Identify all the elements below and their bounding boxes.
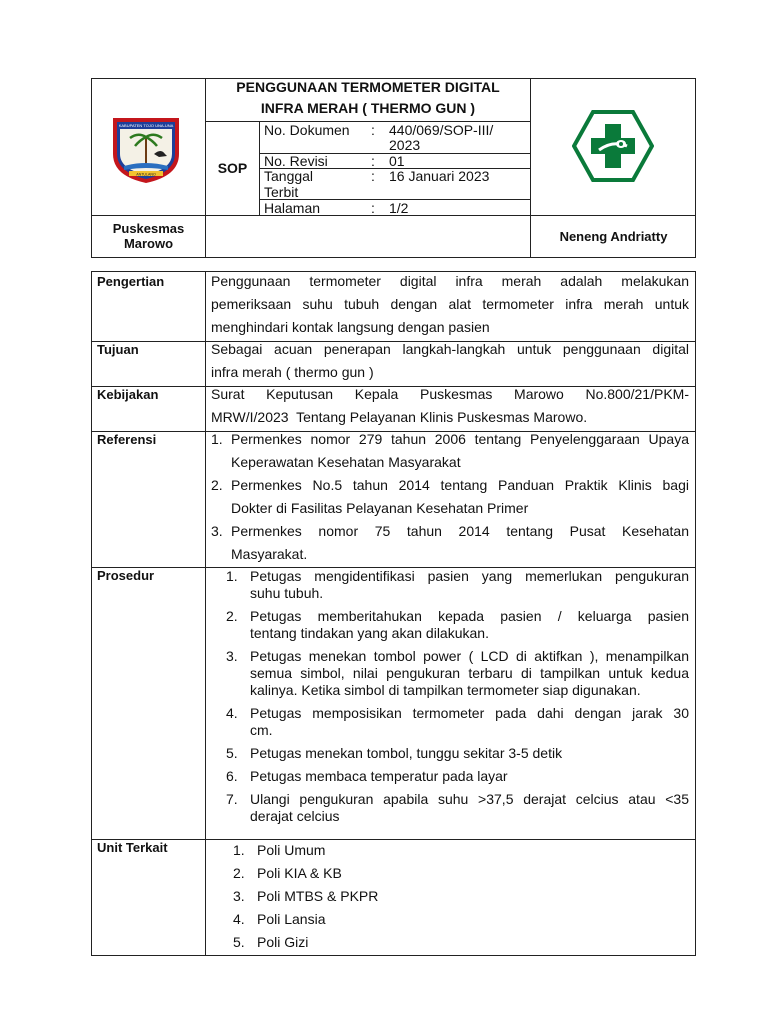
no-dokumen-value-line-2: 2023: [389, 137, 421, 153]
sop-label: SOP: [217, 160, 248, 176]
kabupaten-crest-logo: [109, 110, 183, 185]
prosedur-item-number: 3.: [226, 648, 238, 664]
referensi-item-number: 1.: [211, 431, 223, 447]
kebijakan-line-2: MRW/I/2023 Tentang Pelayanan Klinis Puskesmas Marowo.: [211, 409, 588, 425]
referensi-item-line-1: Permenkes No.5 tahun 2014 tentang Panduan Praktik Klinis bagi: [231, 477, 689, 493]
prosedur-item: [226, 791, 689, 825]
unit-terkait-item-text: Poli KIA & KB: [257, 865, 342, 881]
unit-terkait-item-number: 4.: [233, 911, 245, 927]
org-name-line-2: Marowo: [123, 236, 174, 251]
tanggal-terbit-value: 16 Januari 2023: [389, 168, 490, 184]
tanggal-terbit-label-line-2: Terbit: [264, 184, 299, 200]
no-revisi-sep: :: [371, 153, 375, 169]
content-divider-vertical: [205, 271, 206, 956]
tanggal-terbit-label-line-1: Tanggal: [264, 168, 314, 184]
kebijakan-text: [211, 383, 689, 429]
referensi-item: [211, 428, 689, 474]
tanggal-terbit-sep: :: [371, 168, 375, 184]
no-dokumen-sep: :: [371, 122, 375, 138]
referensi-item-line-1: Permenkes nomor 279 tahun 2006 tentang Penyelenggaraan Upaya: [231, 431, 689, 447]
prosedur-item-number: 7.: [226, 791, 238, 807]
no-dokumen-value: 440/069/SOP-III/: [389, 122, 494, 138]
halaman-value: 1/2: [389, 200, 409, 216]
prosedur-item-line: Ulangi pengukuran apabila suhu >37,5 derajat celcius atau <35: [250, 791, 689, 807]
puskesmas-green-cross-icon: [572, 110, 654, 182]
unit-terkait-item-text: Poli Umum: [257, 842, 326, 858]
referensi-item-line-1: Permenkes nomor 75 tahun 2014 tentang Pusat Kesehatan: [231, 523, 689, 539]
prosedur-item-number: 5.: [226, 745, 238, 761]
unit-terkait-item-text: Poli Gizi: [257, 934, 309, 950]
puskesmas-logo: [572, 110, 654, 182]
prosedur-item: [226, 745, 689, 762]
no-revisi-value: 01: [389, 153, 405, 169]
pengertian-line-2: pemeriksaan suhu tubuh dengan alat termometer infra merah untuk: [211, 296, 689, 312]
unit-terkait-item: [233, 908, 633, 931]
prosedur-item-line: cm.: [250, 722, 273, 738]
label-referensi: Referensi: [97, 432, 157, 447]
sop-title-line-2: INFRA MERAH ( THERMO GUN ): [260, 100, 476, 116]
prosedur-item-number: 4.: [226, 705, 238, 721]
pengertian-text: [211, 270, 689, 339]
prosedur-item-line: Petugas menekan tombol power ( LCD di aktifkan ), menampilkan: [250, 648, 689, 664]
referensi-list: [211, 428, 689, 566]
prosedur-item-line: Petugas memposisikan termometer pada dahi dengan jarak 30: [250, 705, 689, 721]
prosedur-item: [226, 608, 689, 642]
prosedur-item-line: tentang tindakan yang akan dilakukan.: [250, 625, 489, 641]
label-kebijakan: Kebijakan: [97, 387, 159, 402]
svg-text:KABUPATEN TOJO UNA-UNA: KABUPATEN TOJO UNA-UNA: [118, 123, 174, 128]
label-unit-terkait: Unit Terkait: [97, 840, 168, 855]
tujuan-line-1: Sebagai acuan penerapan langkah-langkah untuk penggunaan digital: [211, 341, 689, 357]
halaman-sep: :: [371, 200, 375, 216]
referensi-item-line-2: Masyarakat.: [231, 546, 308, 562]
prosedur-item-line: suhu tubuh.: [250, 585, 324, 601]
prosedur-item: [226, 648, 689, 699]
pengertian-line-1: Penggunaan termometer digital infra merah adalah melakukan: [211, 273, 689, 289]
no-revisi-label: No. Revisi: [264, 153, 328, 169]
prosedur-item-number: 2.: [226, 608, 238, 624]
unit-terkait-item: [233, 885, 633, 908]
label-prosedur: Prosedur: [97, 568, 155, 583]
prosedur-item-line: Petugas mengidentifikasi pasien yang memerlukan pengukuran: [250, 568, 689, 584]
unit-terkait-item-text: Poli Lansia: [257, 911, 326, 927]
prosedur-item-line: derajat celcius: [250, 808, 340, 824]
unit-terkait-list: [233, 839, 633, 954]
unit-terkait-item: [233, 839, 633, 862]
unit-terkait-item-number: 1.: [233, 842, 245, 858]
prosedur-item-line: kalinya. Ketika simbol di tampilkan termometer siap digunakan.: [250, 682, 641, 698]
unit-terkait-item: [233, 931, 633, 954]
tujuan-text: [211, 338, 689, 384]
unit-terkait-item-text: Poli MTBS & PKPR: [257, 888, 379, 904]
label-tujuan: Tujuan: [97, 342, 139, 357]
pengertian-line-3: menghindari kontak langsung dengan pasien: [211, 319, 490, 335]
label-pengertian: Pengertian: [97, 274, 165, 289]
tujuan-line-2: infra merah ( thermo gun ): [211, 364, 374, 380]
prosedur-list: [226, 568, 689, 831]
referensi-item-number: 2.: [211, 477, 223, 493]
svg-text:ANTULANO: ANTULANO: [136, 172, 156, 177]
prosedur-item-number: 1.: [226, 568, 238, 584]
prosedur-item-number: 6.: [226, 768, 238, 784]
unit-terkait-item: [233, 862, 633, 885]
unit-terkait-item-number: 3.: [233, 888, 245, 904]
prosedur-item-line: Petugas memberitahukan kepada pasien / keluarga pasien: [250, 608, 689, 624]
referensi-item-number: 3.: [211, 523, 223, 539]
referensi-item: [211, 520, 689, 566]
prosedur-item-line: Petugas membaca temperatur pada layar: [250, 768, 508, 784]
no-dokumen-label: No. Dokumen: [264, 122, 350, 138]
prosedur-item: [226, 568, 689, 602]
kabupaten-tojo-una-una-crest-icon: [109, 110, 183, 185]
signer-name: Neneng Andriatty: [559, 229, 668, 244]
prosedur-item-line: Petugas menekan tombol, tunggu sekitar 3-5 detik: [250, 745, 563, 761]
unit-terkait-item-number: 5.: [233, 934, 245, 950]
unit-terkait-item-number: 2.: [233, 865, 245, 881]
sop-title-line-1: PENGGUNAAN TERMOMETER DIGITAL: [236, 79, 500, 95]
referensi-item-line-2: Dokter di Fasilitas Pelayanan Kesehatan Primer: [231, 500, 529, 516]
referensi-item-line-2: Keperawatan Kesehatan Masyarakat: [231, 454, 461, 470]
halaman-label: Halaman: [264, 200, 321, 216]
org-name-line-1: Puskesmas: [112, 221, 185, 236]
prosedur-item: [226, 705, 689, 739]
kebijakan-line-1: Surat Keputusan Kepala Puskesmas Marowo No.800/21/PKM-: [211, 386, 689, 402]
referensi-item: [211, 474, 689, 520]
prosedur-item-line: semua simbol, nilai pengukuran terbaru di tampilkan untuk kedua: [250, 665, 689, 681]
prosedur-item: [226, 768, 689, 785]
